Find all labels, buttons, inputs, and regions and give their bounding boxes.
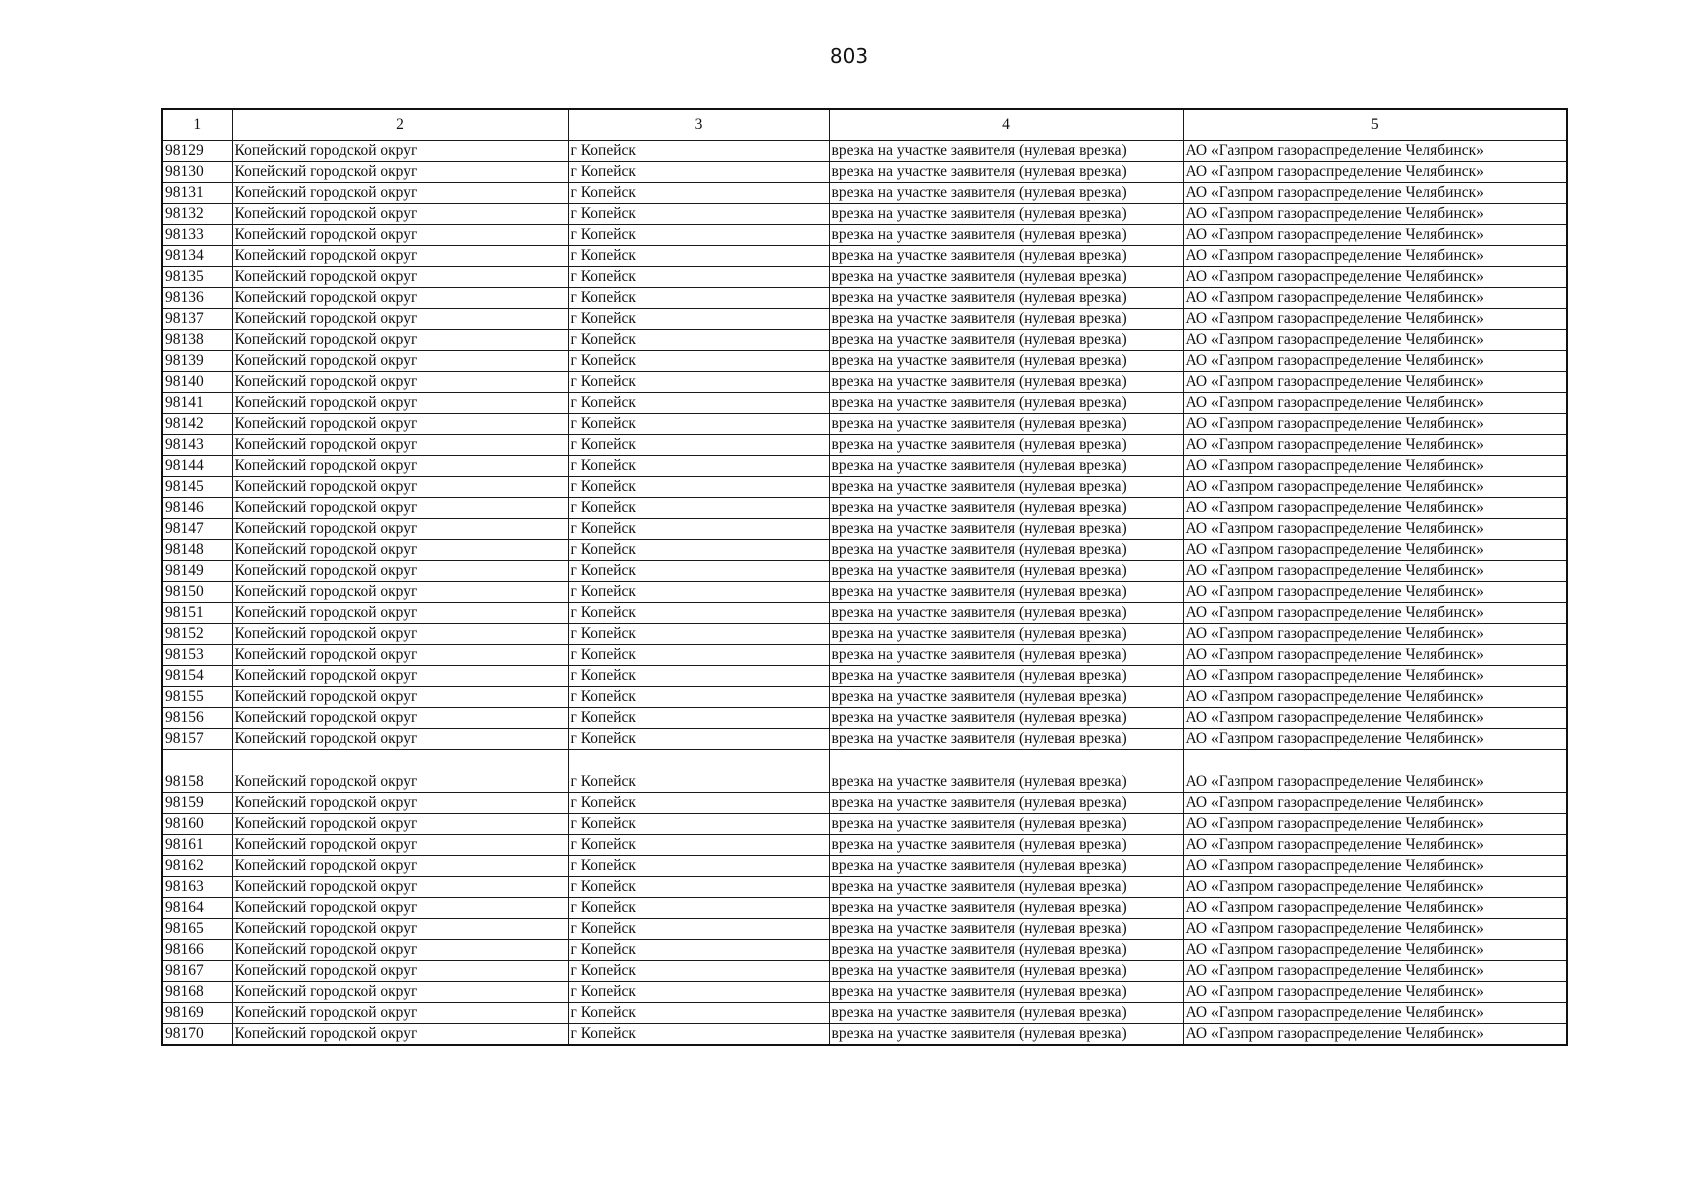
cell-operator: АО «Газпром газораспределение Челябинск» <box>1183 351 1567 372</box>
cell-district: Копейский городской округ <box>232 246 568 267</box>
cell-connection-type: врезка на участке заявителя (нулевая врезка) <box>829 624 1183 645</box>
cell-operator: АО «Газпром газораспределение Челябинск» <box>1183 919 1567 940</box>
cell-connection-type: врезка на участке заявителя (нулевая врезка) <box>829 687 1183 708</box>
cell-locality: г Копейск <box>568 982 829 1003</box>
cell-connection-type: врезка на участке заявителя (нулевая врезка) <box>829 498 1183 519</box>
cell-number: 98136 <box>162 288 232 309</box>
cell-operator: АО «Газпром газораспределение Челябинск» <box>1183 793 1567 814</box>
cell-operator: АО «Газпром газораспределение Челябинск» <box>1183 456 1567 477</box>
cell-locality: г Копейск <box>568 288 829 309</box>
cell-locality: г Копейск <box>568 856 829 877</box>
cell-operator: АО «Газпром газораспределение Челябинск» <box>1183 267 1567 288</box>
cell-district: Копейский городской округ <box>232 372 568 393</box>
cell-locality: г Копейск <box>568 1003 829 1024</box>
cell-number: 98129 <box>162 141 232 162</box>
cell-number: 98150 <box>162 582 232 603</box>
cell-connection-type: врезка на участке заявителя (нулевая врезка) <box>829 435 1183 456</box>
cell-number: 98151 <box>162 603 232 624</box>
table-row <box>162 309 1567 330</box>
cell-number: 98160 <box>162 814 232 835</box>
cell-connection-type: врезка на участке заявителя (нулевая врезка) <box>829 372 1183 393</box>
cell-connection-type: врезка на участке заявителя (нулевая врезка) <box>829 267 1183 288</box>
cell-connection-type: врезка на участке заявителя (нулевая врезка) <box>829 1003 1183 1024</box>
cell-number: 98153 <box>162 645 232 666</box>
cell-connection-type: врезка на участке заявителя (нулевая врезка) <box>829 877 1183 898</box>
table-row <box>162 582 1567 603</box>
cell-operator: АО «Газпром газораспределение Челябинск» <box>1183 624 1567 645</box>
cell-connection-type: врезка на участке заявителя (нулевая врезка) <box>829 519 1183 540</box>
cell-number: 98131 <box>162 183 232 204</box>
table-row <box>162 561 1567 582</box>
table-row <box>162 708 1567 729</box>
cell-operator: АО «Газпром газораспределение Челябинск» <box>1183 414 1567 435</box>
table-row <box>162 729 1567 750</box>
cell-locality: г Копейск <box>568 919 829 940</box>
cell-number: 98138 <box>162 330 232 351</box>
cell-connection-type: врезка на участке заявителя (нулевая врезка) <box>829 477 1183 498</box>
cell-district: Копейский городской округ <box>232 540 568 561</box>
cell-operator: АО «Газпром газораспределение Челябинск» <box>1183 540 1567 561</box>
cell-district: Копейский городской округ <box>232 666 568 687</box>
table-row <box>162 982 1567 1003</box>
column-header-4: 4 <box>829 109 1183 141</box>
cell-locality: г Копейск <box>568 1024 829 1046</box>
cell-connection-type: врезка на участке заявителя (нулевая врезка) <box>829 645 1183 666</box>
cell-operator: АО «Газпром газораспределение Челябинск» <box>1183 877 1567 898</box>
table-body <box>162 141 1567 1046</box>
cell-district: Копейский городской округ <box>232 624 568 645</box>
cell-district: Копейский городской округ <box>232 687 568 708</box>
cell-locality: г Копейск <box>568 435 829 456</box>
cell-number: 98167 <box>162 961 232 982</box>
cell-locality: г Копейск <box>568 141 829 162</box>
table-row <box>162 814 1567 835</box>
cell-connection-type: врезка на участке заявителя (нулевая врезка) <box>829 919 1183 940</box>
cell-number: 98168 <box>162 982 232 1003</box>
cell-locality: г Копейск <box>568 961 829 982</box>
table-row <box>162 351 1567 372</box>
cell-connection-type: врезка на участке заявителя (нулевая врезка) <box>829 856 1183 877</box>
cell-number: 98130 <box>162 162 232 183</box>
table-row <box>162 940 1567 961</box>
cell-operator: АО «Газпром газораспределение Челябинск» <box>1183 666 1567 687</box>
cell-connection-type: врезка на участке заявителя (нулевая врезка) <box>829 330 1183 351</box>
cell-number: 98161 <box>162 835 232 856</box>
cell-number: 98145 <box>162 477 232 498</box>
cell-number: 98155 <box>162 687 232 708</box>
cell-locality: г Копейск <box>568 687 829 708</box>
cell-district: Копейский городской округ <box>232 940 568 961</box>
cell-locality: г Копейск <box>568 540 829 561</box>
registry-table <box>161 108 1568 1046</box>
cell-number: 98149 <box>162 561 232 582</box>
cell-operator: АО «Газпром газораспределение Челябинск» <box>1183 183 1567 204</box>
table-row <box>162 961 1567 982</box>
table-row <box>162 919 1567 940</box>
cell-connection-type: врезка на участке заявителя (нулевая врезка) <box>829 940 1183 961</box>
table-row <box>162 645 1567 666</box>
cell-locality: г Копейск <box>568 582 829 603</box>
cell-connection-type: врезка на участке заявителя (нулевая врезка) <box>829 603 1183 624</box>
cell-district: Копейский городской округ <box>232 1024 568 1046</box>
table-row <box>162 1003 1567 1024</box>
table-row <box>162 498 1567 519</box>
cell-number: 98144 <box>162 456 232 477</box>
cell-connection-type: врезка на участке заявителя (нулевая врезка) <box>829 414 1183 435</box>
cell-district: Копейский городской округ <box>232 708 568 729</box>
cell-connection-type: врезка на участке заявителя (нулевая врезка) <box>829 961 1183 982</box>
cell-operator: АО «Газпром газораспределение Челябинск» <box>1183 372 1567 393</box>
cell-number: 98169 <box>162 1003 232 1024</box>
table-row <box>162 877 1567 898</box>
cell-locality: г Копейск <box>568 898 829 919</box>
cell-number: 98135 <box>162 267 232 288</box>
table-row <box>162 141 1567 162</box>
cell-number: 98159 <box>162 793 232 814</box>
cell-number: 98165 <box>162 919 232 940</box>
cell-district: Копейский городской округ <box>232 856 568 877</box>
cell-district: Копейский городской округ <box>232 456 568 477</box>
cell-district: Копейский городской округ <box>232 414 568 435</box>
cell-operator: АО «Газпром газораспределение Челябинск» <box>1183 393 1567 414</box>
cell-number: 98162 <box>162 856 232 877</box>
cell-district: Копейский городской округ <box>232 603 568 624</box>
cell-district: Копейский городской округ <box>232 582 568 603</box>
cell-locality: г Копейск <box>568 372 829 393</box>
cell-locality: г Копейск <box>568 351 829 372</box>
table-row <box>162 393 1567 414</box>
cell-district: Копейский городской округ <box>232 330 568 351</box>
cell-number: 98137 <box>162 309 232 330</box>
cell-operator: АО «Газпром газораспределение Челябинск» <box>1183 225 1567 246</box>
cell-connection-type: врезка на участке заявителя (нулевая врезка) <box>829 835 1183 856</box>
cell-number: 98163 <box>162 877 232 898</box>
cell-district: Копейский городской округ <box>232 961 568 982</box>
cell-connection-type: врезка на участке заявителя (нулевая врезка) <box>829 540 1183 561</box>
cell-connection-type: врезка на участке заявителя (нулевая врезка) <box>829 729 1183 750</box>
cell-district: Копейский городской округ <box>232 267 568 288</box>
cell-connection-type: врезка на участке заявителя (нулевая врезка) <box>829 898 1183 919</box>
table-row <box>162 246 1567 267</box>
column-header-5: 5 <box>1183 109 1567 141</box>
header-row <box>162 109 1567 141</box>
cell-operator: АО «Газпром газораспределение Челябинск» <box>1183 246 1567 267</box>
cell-operator: АО «Газпром газораспределение Челябинск» <box>1183 330 1567 351</box>
cell-operator: АО «Газпром газораспределение Челябинск» <box>1183 1024 1567 1046</box>
cell-locality: г Копейск <box>568 666 829 687</box>
cell-locality: г Копейск <box>568 162 829 183</box>
cell-number: 98133 <box>162 225 232 246</box>
table-row <box>162 225 1567 246</box>
cell-district: Копейский городской округ <box>232 898 568 919</box>
table-row <box>162 856 1567 877</box>
cell-connection-type: врезка на участке заявителя (нулевая врезка) <box>829 393 1183 414</box>
table-row <box>162 435 1567 456</box>
cell-locality: г Копейск <box>568 204 829 225</box>
cell-locality: г Копейск <box>568 456 829 477</box>
cell-operator: АО «Газпром газораспределение Челябинск» <box>1183 898 1567 919</box>
table-row <box>162 204 1567 225</box>
cell-district: Копейский городской округ <box>232 351 568 372</box>
cell-number: 98143 <box>162 435 232 456</box>
cell-number: 98148 <box>162 540 232 561</box>
cell-operator: АО «Газпром газораспределение Челябинск» <box>1183 435 1567 456</box>
cell-district: Копейский городской округ <box>232 645 568 666</box>
cell-operator: АО «Газпром газораспределение Челябинск» <box>1183 645 1567 666</box>
table-row <box>162 1024 1567 1046</box>
cell-locality: г Копейск <box>568 330 829 351</box>
cell-number: 98147 <box>162 519 232 540</box>
cell-connection-type: врезка на участке заявителя (нулевая врезка) <box>829 666 1183 687</box>
cell-locality: г Копейск <box>568 246 829 267</box>
cell-locality: г Копейск <box>568 793 829 814</box>
cell-locality: г Копейск <box>568 708 829 729</box>
cell-locality: г Копейск <box>568 603 829 624</box>
table-row <box>162 519 1567 540</box>
cell-district: Копейский городской округ <box>232 793 568 814</box>
cell-locality: г Копейск <box>568 393 829 414</box>
table-row <box>162 603 1567 624</box>
cell-operator: АО «Газпром газораспределение Челябинск» <box>1183 141 1567 162</box>
table-row <box>162 477 1567 498</box>
cell-district: Копейский городской округ <box>232 435 568 456</box>
cell-operator: АО «Газпром газораспределение Челябинск» <box>1183 729 1567 750</box>
cell-number: 98166 <box>162 940 232 961</box>
cell-district: Копейский городской округ <box>232 288 568 309</box>
cell-operator: АО «Газпром газораспределение Челябинск» <box>1183 288 1567 309</box>
cell-connection-type: врезка на участке заявителя (нулевая врезка) <box>829 793 1183 814</box>
table-row <box>162 540 1567 561</box>
table-row <box>162 414 1567 435</box>
cell-operator: АО «Газпром газораспределение Челябинск» <box>1183 835 1567 856</box>
cell-operator: АО «Газпром газораспределение Челябинск» <box>1183 856 1567 877</box>
cell-district: Копейский городской округ <box>232 1003 568 1024</box>
cell-district: Копейский городской округ <box>232 519 568 540</box>
cell-operator: АО «Газпром газораспределение Челябинск» <box>1183 603 1567 624</box>
cell-operator: АО «Газпром газораспределение Челябинск» <box>1183 519 1567 540</box>
table-row <box>162 267 1567 288</box>
cell-connection-type: врезка на участке заявителя (нулевая врезка) <box>829 750 1183 793</box>
cell-locality: г Копейск <box>568 519 829 540</box>
table-row <box>162 624 1567 645</box>
cell-connection-type: врезка на участке заявителя (нулевая врезка) <box>829 982 1183 1003</box>
cell-district: Копейский городской округ <box>232 835 568 856</box>
cell-connection-type: врезка на участке заявителя (нулевая врезка) <box>829 204 1183 225</box>
cell-operator: АО «Газпром газораспределение Челябинск» <box>1183 204 1567 225</box>
table-row <box>162 750 1567 793</box>
cell-connection-type: врезка на участке заявителя (нулевая врезка) <box>829 183 1183 204</box>
cell-district: Копейский городской округ <box>232 477 568 498</box>
table-row <box>162 162 1567 183</box>
cell-number: 98158 <box>162 750 232 793</box>
cell-locality: г Копейск <box>568 225 829 246</box>
cell-operator: АО «Газпром газораспределение Челябинск» <box>1183 750 1567 793</box>
cell-operator: АО «Газпром газораспределение Челябинск» <box>1183 162 1567 183</box>
cell-connection-type: врезка на участке заявителя (нулевая врезка) <box>829 141 1183 162</box>
cell-connection-type: врезка на участке заявителя (нулевая врезка) <box>829 225 1183 246</box>
cell-locality: г Копейск <box>568 477 829 498</box>
column-header-2: 2 <box>232 109 568 141</box>
cell-number: 98146 <box>162 498 232 519</box>
cell-district: Копейский городской округ <box>232 814 568 835</box>
cell-connection-type: врезка на участке заявителя (нулевая врезка) <box>829 162 1183 183</box>
cell-operator: АО «Газпром газораспределение Челябинск» <box>1183 687 1567 708</box>
table-header <box>162 109 1567 141</box>
cell-locality: г Копейск <box>568 624 829 645</box>
cell-number: 98140 <box>162 372 232 393</box>
cell-operator: АО «Газпром газораспределение Челябинск» <box>1183 982 1567 1003</box>
cell-locality: г Копейск <box>568 729 829 750</box>
cell-operator: АО «Газпром газораспределение Челябинск» <box>1183 814 1567 835</box>
column-header-3: 3 <box>568 109 829 141</box>
cell-number: 98152 <box>162 624 232 645</box>
cell-number: 98132 <box>162 204 232 225</box>
cell-operator: АО «Газпром газораспределение Челябинск» <box>1183 477 1567 498</box>
cell-operator: АО «Газпром газораспределение Челябинск» <box>1183 940 1567 961</box>
cell-number: 98142 <box>162 414 232 435</box>
cell-locality: г Копейск <box>568 877 829 898</box>
cell-locality: г Копейск <box>568 561 829 582</box>
cell-connection-type: врезка на участке заявителя (нулевая врезка) <box>829 351 1183 372</box>
cell-connection-type: врезка на участке заявителя (нулевая врезка) <box>829 309 1183 330</box>
table-row <box>162 183 1567 204</box>
cell-number: 98154 <box>162 666 232 687</box>
table-row <box>162 330 1567 351</box>
table-row <box>162 835 1567 856</box>
cell-operator: АО «Газпром газораспределение Челябинск» <box>1183 561 1567 582</box>
cell-connection-type: врезка на участке заявителя (нулевая врезка) <box>829 708 1183 729</box>
cell-district: Копейский городской округ <box>232 162 568 183</box>
cell-district: Копейский городской округ <box>232 729 568 750</box>
cell-district: Копейский городской округ <box>232 183 568 204</box>
cell-district: Копейский городской округ <box>232 498 568 519</box>
cell-number: 98157 <box>162 729 232 750</box>
cell-connection-type: врезка на участке заявителя (нулевая врезка) <box>829 246 1183 267</box>
cell-connection-type: врезка на участке заявителя (нулевая врезка) <box>829 456 1183 477</box>
cell-district: Копейский городской округ <box>232 393 568 414</box>
table-row <box>162 793 1567 814</box>
cell-locality: г Копейск <box>568 814 829 835</box>
column-header-1: 1 <box>162 109 232 141</box>
cell-number: 98134 <box>162 246 232 267</box>
cell-locality: г Копейск <box>568 940 829 961</box>
cell-number: 98164 <box>162 898 232 919</box>
cell-district: Копейский городской округ <box>232 877 568 898</box>
cell-operator: АО «Газпром газораспределение Челябинск» <box>1183 498 1567 519</box>
cell-district: Копейский городской округ <box>232 141 568 162</box>
cell-district: Копейский городской округ <box>232 204 568 225</box>
cell-district: Копейский городской округ <box>232 309 568 330</box>
table-row <box>162 372 1567 393</box>
cell-locality: г Копейск <box>568 498 829 519</box>
cell-connection-type: врезка на участке заявителя (нулевая врезка) <box>829 1024 1183 1046</box>
cell-locality: г Копейск <box>568 835 829 856</box>
cell-connection-type: врезка на участке заявителя (нулевая врезка) <box>829 582 1183 603</box>
cell-number: 98139 <box>162 351 232 372</box>
cell-district: Копейский городской округ <box>232 561 568 582</box>
cell-locality: г Копейск <box>568 414 829 435</box>
table-row <box>162 898 1567 919</box>
cell-number: 98170 <box>162 1024 232 1046</box>
cell-locality: г Копейск <box>568 750 829 793</box>
cell-locality: г Копейск <box>568 183 829 204</box>
cell-locality: г Копейск <box>568 267 829 288</box>
cell-number: 98156 <box>162 708 232 729</box>
cell-number: 98141 <box>162 393 232 414</box>
table-row <box>162 687 1567 708</box>
cell-district: Копейский городской округ <box>232 919 568 940</box>
page-number: 803 <box>829 44 869 68</box>
table-row <box>162 666 1567 687</box>
cell-district: Копейский городской округ <box>232 750 568 793</box>
cell-operator: АО «Газпром газораспределение Челябинск» <box>1183 708 1567 729</box>
table-row <box>162 456 1567 477</box>
cell-connection-type: врезка на участке заявителя (нулевая врезка) <box>829 814 1183 835</box>
cell-operator: АО «Газпром газораспределение Челябинск» <box>1183 1003 1567 1024</box>
cell-operator: АО «Газпром газораспределение Челябинск» <box>1183 961 1567 982</box>
cell-district: Копейский городской округ <box>232 225 568 246</box>
cell-locality: г Копейск <box>568 645 829 666</box>
cell-connection-type: врезка на участке заявителя (нулевая врезка) <box>829 288 1183 309</box>
cell-operator: АО «Газпром газораспределение Челябинск» <box>1183 309 1567 330</box>
cell-district: Копейский городской округ <box>232 982 568 1003</box>
cell-locality: г Копейск <box>568 309 829 330</box>
cell-operator: АО «Газпром газораспределение Челябинск» <box>1183 582 1567 603</box>
table-row <box>162 288 1567 309</box>
cell-connection-type: врезка на участке заявителя (нулевая врезка) <box>829 561 1183 582</box>
